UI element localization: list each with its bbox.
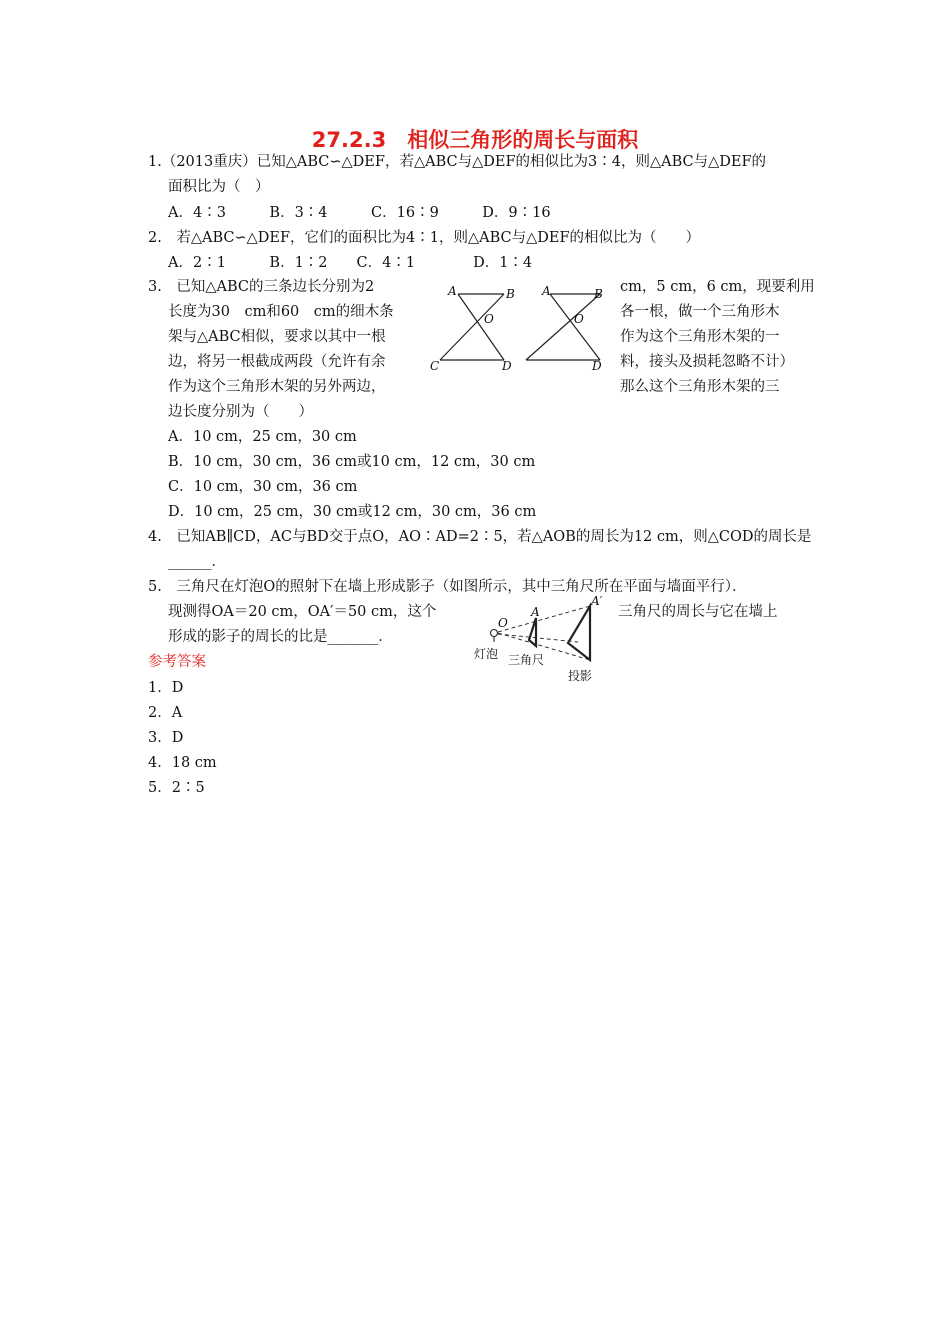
q5-line2-left: 现测得OA＝20 cm，OA′＝50 cm，这个 [168, 604, 437, 620]
answer-item-1: 1．D [148, 680, 184, 696]
q3-right-line1: cm，5 cm，6 cm，现要利用 [620, 279, 815, 295]
fig1-segment-bc [440, 294, 504, 360]
q3-last-line: 边长度分别为（ ） [168, 404, 313, 420]
q4-line1: 4. 已知AB∥CD，AC与BD交于点O，AO∶AD=2∶5，若△AOB的周长为12 cm，则△COD的周长是 [148, 529, 812, 545]
q3-right-line2: 各一根，做一个三角形木 [620, 304, 780, 320]
fig2-label-o: O [574, 312, 584, 326]
answer-item-4: 4．18 cm [148, 755, 217, 771]
q3-option-c: C．10 cm，30 cm，36 cm [168, 479, 358, 495]
q1-line2: 面积比为（ ） [168, 179, 270, 195]
fig1-segment-ad [458, 294, 504, 360]
fig2-segment-ad [550, 294, 600, 360]
q3-right-line5: 那么这个三角形木架的三 [620, 379, 780, 395]
q3-option-d: D．10 cm，25 cm，30 cm或12 cm，30 cm，36 cm [168, 504, 537, 520]
fig-label-shadow: 投影 [568, 669, 593, 683]
answer-item-3: 3．D [148, 730, 184, 746]
fig-label-o: O [498, 616, 508, 630]
q2-options: A．2∶1 B．1∶2 C．4∶1 D．1∶4 [168, 255, 533, 271]
fig2-label-a: A [542, 284, 551, 298]
fig-label-ruler: 三角尺 [508, 653, 545, 667]
q1-line1: 1.（2013重庆）已知△ABC∽△DEF，若△ABC与△DEF的相似比为3∶4，则△ABC与△DEF的 [148, 154, 767, 170]
fig1-label-d: D [502, 359, 512, 373]
fig1-label-c: C [430, 359, 440, 373]
q3-option-a: A．10 cm，25 cm，30 cm [168, 429, 357, 445]
q3-left-line2: 长度为30 cm和60 cm的细木条 [168, 304, 394, 320]
fig-label-bulb: 灯泡 [474, 647, 499, 661]
q5-line1: 5. 三角尺在灯泡O的照射下在墙上形成影子（如图所示，其中三角尺所在平面与墙面平行）． [148, 579, 747, 595]
q5-line3: 形成的影子的周长的比是_______． [168, 629, 393, 645]
fig1-label-o: O [484, 312, 494, 326]
q3-option-b: B．10 cm，30 cm，36 cm或10 cm，12 cm，30 cm [168, 454, 536, 470]
shadow-triangle [568, 606, 590, 660]
answers-heading: 参考答案 [148, 654, 206, 670]
fig-label-a: A [531, 605, 540, 619]
q2-line1: 2. 若△ABC∽△DEF，它们的面积比为4∶1，则△ABC与△DEF的相似比为（ ） [148, 230, 701, 246]
fig1-label-b: B [506, 287, 515, 301]
q3-left-line1: 3. 已知△ABC的三条边长分别为2 [148, 279, 375, 295]
q5-line2-right: 三角尺的周长与它在墙上 [618, 604, 778, 620]
fig-label-a-prime: A′ [591, 596, 603, 608]
q3-right-line4: 料，接头及损耗忽略不计） [620, 354, 794, 370]
q3-left-line4: 边，将另一根截成两段（允许有余 [168, 354, 386, 370]
q3-right-line3: 作为这个三角形木架的一 [620, 329, 780, 345]
fig2-segment-bc [526, 294, 600, 360]
bulb-icon [491, 630, 498, 637]
q3-left-line5: 作为这个三角形木架的另外两边， [168, 379, 386, 395]
answer-item-5: 5．2∶5 [148, 780, 205, 796]
fig1-label-a: A [448, 284, 457, 298]
q1-options: A．4∶3 B．3∶4 C．16∶9 D．9∶16 [168, 205, 551, 221]
q3-hourglass-figure [428, 280, 614, 376]
q3-left-line3: 架与△ABC相似，要求以其中一根 [168, 329, 386, 345]
page-title: 27.2.3 相似三角形的周长与面积 [311, 128, 639, 152]
fig2-label-d: D [592, 359, 602, 373]
q4-line2: ______． [168, 554, 226, 570]
q5-shadow-figure [472, 596, 612, 684]
fig2-label-b: B [594, 287, 603, 301]
answer-item-2: 2．A [148, 705, 183, 721]
